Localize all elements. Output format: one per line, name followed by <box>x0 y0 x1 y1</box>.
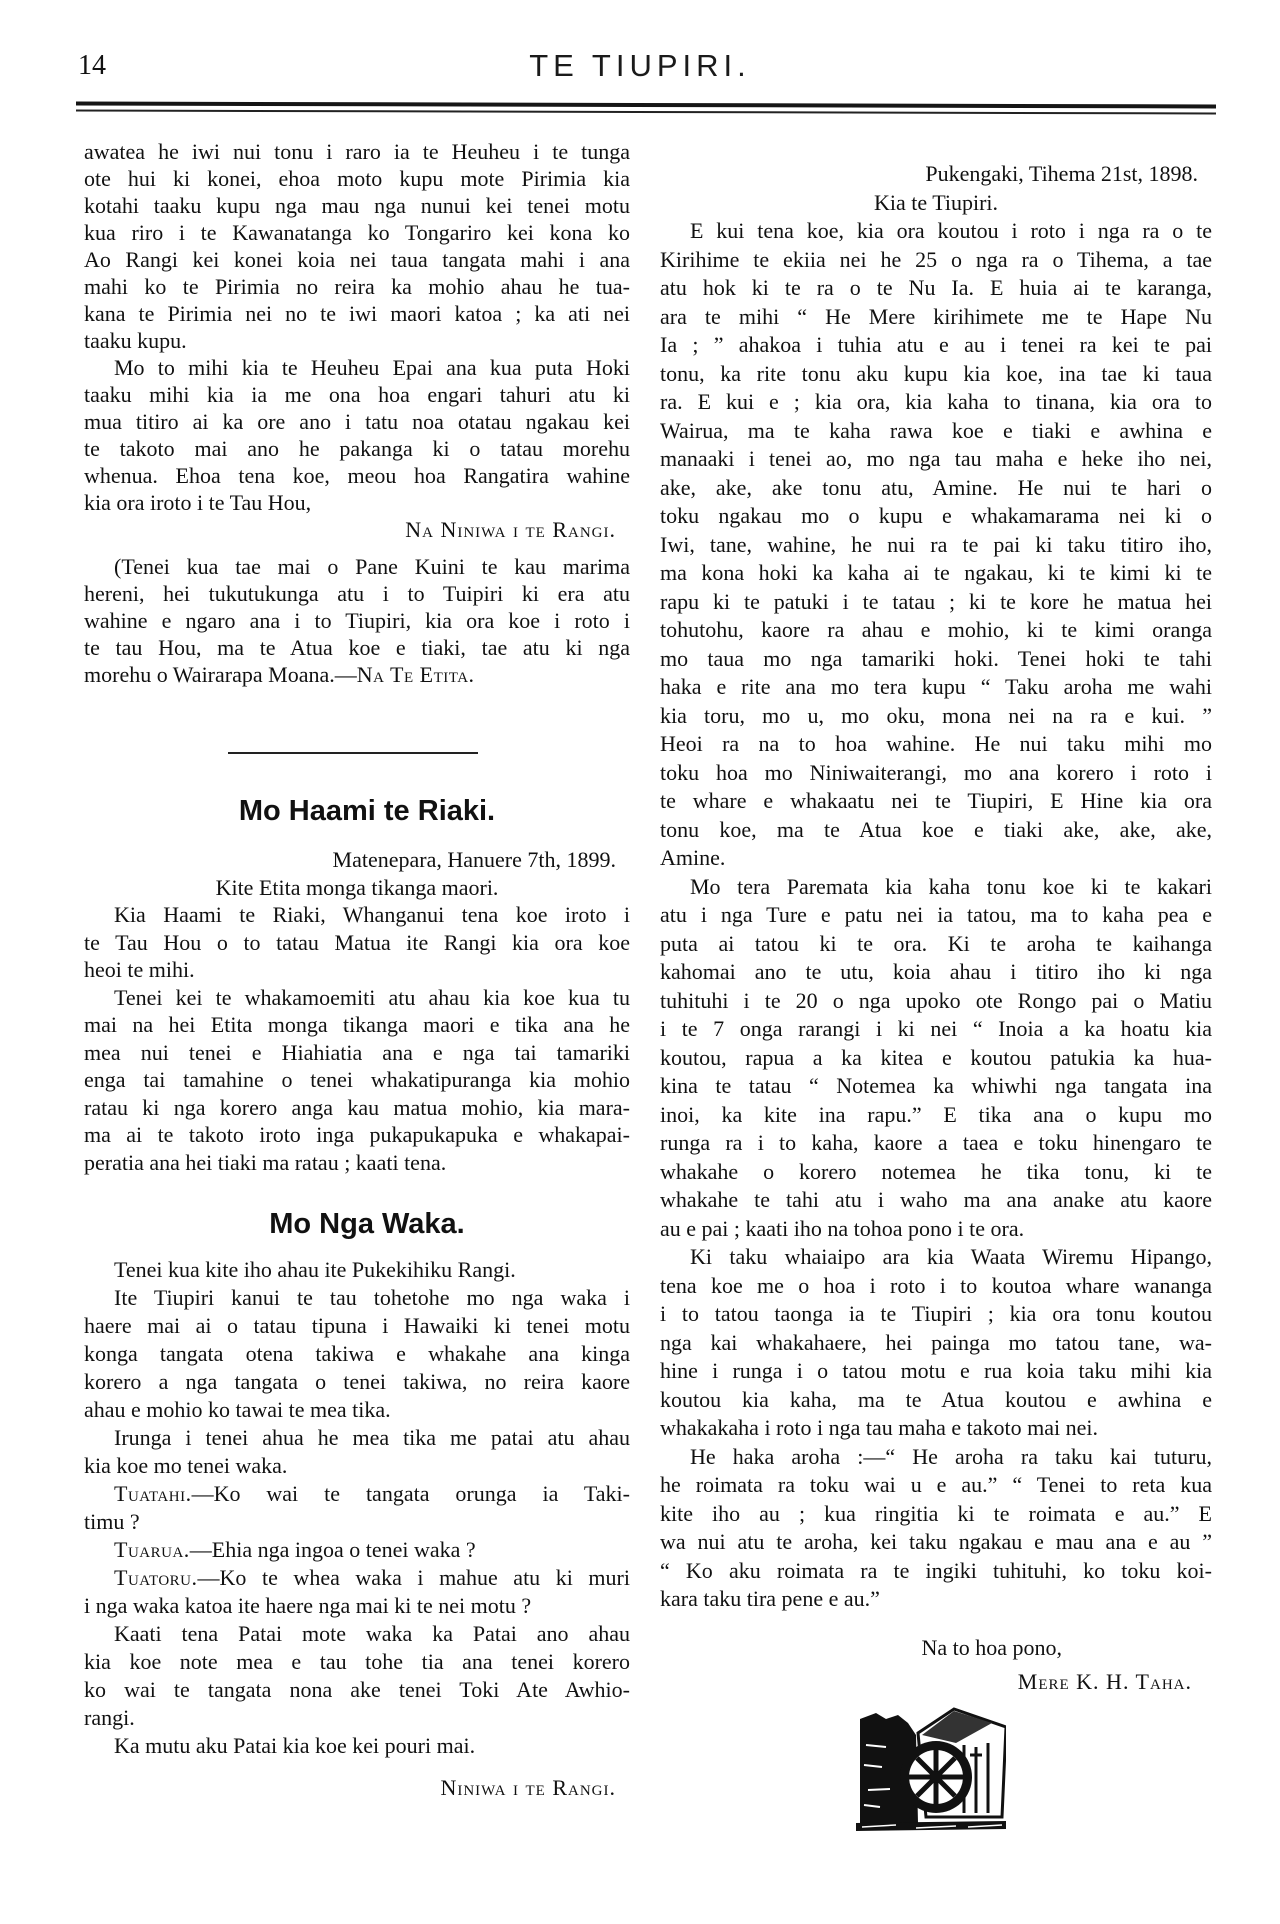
text-line: te takoto mai ano he pakanga ki o tatau morehu <box>84 436 630 461</box>
paragraph <box>84 354 630 516</box>
signature: Mere K. H. Taha. <box>1017 1669 1192 1694</box>
signature: Na Niniwa i te Rangi. <box>405 517 616 542</box>
text-line: manaaki i tenei ao, mo nga tau maha e heke iho nei, <box>660 446 1212 471</box>
text-line: runga ra i to kaha, kaore a taea e toku hinengaro te <box>660 1130 1212 1155</box>
text-line: Kirihime te ekiia nei he 25 o nga ra o Tihema, a tae <box>660 246 1212 272</box>
paragraph <box>84 1536 630 1564</box>
text-span: —Ko te whea waka i mahue atu ki muri <box>197 1565 630 1590</box>
text-line: ratau ki nga korero anga kau matua mohio, kia mara- <box>84 1094 630 1120</box>
text-line: hine i runga i o tatou motu e rua koia taku mihi kia <box>660 1358 1212 1383</box>
small-caps-label: Tuatahi. <box>114 1481 192 1506</box>
text-line: He haka aroha :—“ He aroha ra taku kai tuturu, <box>690 1443 1212 1469</box>
text-line: kite iho au ; kua ringitia ki te roimata e au.” E <box>660 1500 1212 1526</box>
text-line: atu i nga Ture e patu nei ia tatou, ma to kaha pea e <box>660 902 1212 927</box>
text-line: mo taua mo nga tamariki hoki. Tenei hoki te tahi <box>660 645 1212 671</box>
text-line: tohutohu, kaore ra ahau e mohio, ki te kimi oranga <box>660 617 1212 642</box>
text-line: toku hoa mo Niniwaiterangi, mo ana korero i roto i <box>660 759 1212 785</box>
small-caps-label: Tuarua. <box>114 1537 190 1562</box>
text-line: rangi. <box>84 1705 135 1730</box>
text-line: E kui tena koe, kia ora koutou i roto i nga ra o te <box>690 218 1212 243</box>
text-line: whenua. Ehoa tena koe, meou hoa Rangatira wahine <box>84 463 630 488</box>
dateline: Pukengaki, Tihema 21st, 1898. <box>925 161 1198 186</box>
text-line: heoi te mihi. <box>84 957 195 982</box>
text-line: au e pai ; kaati iho na tohoa pono i te ora. <box>660 1215 1025 1241</box>
text-line: mua titiro ai ka ore ano i tatu noa otatau ngakau kei <box>84 409 630 434</box>
text-line: rapu ki te patuki i te tatau ; ki te kore he matua hei <box>660 588 1212 614</box>
text-line: puta ai tatou ki te ora. Ki te aroha te kaihanga <box>660 930 1212 956</box>
heading-mo-haami-te-riaki: Mo Haami te Riaki. <box>238 795 496 827</box>
text-line: wahine e ngaro ana i to Tiupiri, kia ora koe i roto i <box>84 608 630 633</box>
paragraph <box>84 1480 630 1536</box>
section-divider-rule <box>228 752 478 754</box>
text-line: whakahe o korero notemea he tika tonu, ki te <box>660 1158 1212 1184</box>
text-line: konga tangata otena takiwa e whakahe ana kinga <box>84 1341 630 1366</box>
text-line: “ Ko aku roimata ra te ingiki tuhituhi, ko toku koi- <box>660 1557 1212 1583</box>
paragraph <box>84 1732 630 1760</box>
text-line: mahi ko te Pirimia no reira ka mohio ahau he tua- <box>84 274 630 299</box>
text-line <box>84 1480 630 1508</box>
text-line: Ki taku whaiaipo ara kia Waata Wiremu Hipango, <box>690 1244 1212 1269</box>
text-line: tena koe me o hoa i roto i to koutoa whare wananga <box>660 1272 1212 1298</box>
text-line: kara taku tira pene e au.” <box>660 1586 880 1611</box>
text-line: peratia ana hei tiaki ma ratau ; kaati tena. <box>84 1149 447 1175</box>
text-line: ake, ake, ake tonu atu, Amine. He nui te hari o <box>660 474 1212 500</box>
text-line <box>84 661 630 688</box>
dateline: Matenepara, Hanuere 7th, 1899. <box>332 847 616 872</box>
text-line: he roimata ra toku wai u e au.” “ Tenei to reta kua <box>660 1472 1212 1497</box>
left-column-letter-niniwa <box>84 138 630 688</box>
text-line: taaku kupu. <box>84 328 187 353</box>
text-line: (Tenei kua tae mai o Pane Kuini te kau marima <box>114 554 630 579</box>
text-line: Iwi, tane, wahine, he nui ra te pai ki taku titiro iho, <box>660 531 1212 557</box>
text-line: Ia ; ” ahakoa i tuhia atu e au i tenei ra kei te pai <box>660 332 1212 357</box>
text-line: mea nui tenei e Hiahiatia ana e nga tai tamariki <box>84 1039 630 1065</box>
header-rule-thick <box>76 102 1216 109</box>
text-line: kia ora iroto i te Tau Hou, <box>84 490 312 515</box>
text-line: ote hui ki konei, ehoa moto kupu mote Pirimia kia <box>84 166 630 191</box>
text-line: kana te Pirimia nei no te iwi maori katoa ; ka ati nei <box>84 301 630 326</box>
text-span: —Ko wai te tangata orunga ia Taki- <box>191 1481 630 1506</box>
text-span: morehu o Wairarapa Moana.— <box>84 662 357 687</box>
text-line: ma kona hoki ka kaha ai te ngakau, ki te kimi ki te <box>660 560 1212 585</box>
text-line: inoi, ka kite ina rapu.” E tika ana o kupu mo <box>660 1101 1212 1127</box>
text-line <box>84 1564 630 1592</box>
text-line: haka e rite ana mo tera kupu “ Taku aroha me wahi <box>660 674 1212 699</box>
paragraph <box>84 1424 630 1480</box>
text-span: —Ehia nga ingoa o tenei waka ? <box>189 1537 476 1562</box>
text-line: ra. E kui e ; kia ora, kia kaha to tinana, kia ora to <box>660 389 1212 414</box>
text-line: Ao Rangi kei konei koia nei taua tangata mahi i ana <box>84 247 630 272</box>
paragraph <box>84 1564 630 1620</box>
text-line: kia koe mo tenei waka. <box>84 1453 288 1478</box>
text-line: wa nui atu te aroha, kei taku ngakau e mau ana e au ” <box>660 1529 1212 1554</box>
waterwheel-mill-illustration <box>856 1705 1006 1835</box>
text-line: Kaati tena Patai mote waka ka Patai ano ahau <box>114 1621 630 1646</box>
text-line: Wairua, ma te kaha rawa koe e tiaki e awhina e <box>660 417 1212 443</box>
text-line: Mo to mihi kia te Heuheu Epai ana kua puta Hoki <box>114 355 630 380</box>
paragraph <box>660 1243 1212 1443</box>
text-line: i nga waka katoa ite haere nga mai ki te nei motu ? <box>84 1593 532 1618</box>
paragraph <box>84 553 630 688</box>
paragraph <box>84 984 630 1177</box>
left-column-letter-haami <box>84 846 630 1176</box>
text-line: atu hok ki te ra o te Nu Ia. E huia ai te karanga, <box>660 275 1212 300</box>
text-line: enga tai tamahine o tenei whakatipuranga kia mohio <box>84 1067 630 1092</box>
text-line: ara te mihi “ He Mere kirihimete me te Hape Nu <box>660 303 1212 329</box>
closing-line: Na to hoa pono, <box>921 1634 1062 1660</box>
text-line: hereni, hei tukutukunga atu i to Tuipiri ki era atu <box>84 581 630 606</box>
text-line: Heoi ra na to hoa wahine. He nui taku mihi mo <box>660 731 1212 756</box>
small-caps-label: Na Te Etita. <box>356 662 475 687</box>
signature: Niniwa i te Rangi. <box>440 1775 616 1800</box>
text-line: Ite Tiupiri kanui te tau tohetohe mo nga waka i <box>114 1285 630 1310</box>
text-line <box>84 1536 630 1564</box>
text-line: kua riro i te Kawanatanga ko Tongariro kei kona ko <box>84 220 630 245</box>
text-line: toku ngakau mo o kupu e whakamarama nei ki o <box>660 503 1212 528</box>
page-number: 14 <box>78 50 106 81</box>
text-line: te tau Hou, ma te Atua koe e tiaki, tae atu ki nga <box>84 635 630 660</box>
text-line: kahomai ano te utu, koia ahau i titiro iho ki nga <box>660 959 1212 984</box>
newspaper-title: TE TIUPIRI. <box>529 48 751 83</box>
text-line: taaku mihi kia ia me ona hoa engari tahuri atu ki <box>84 382 630 407</box>
text-line: i to tatou taonga ia te Tiupiri ; kia ora tonu koutou <box>660 1301 1212 1326</box>
text-line: Kia Haami te Riaki, Whanganui tena koe iroto i <box>114 902 630 927</box>
left-column-letter-waka <box>84 1256 630 1802</box>
text-line: ma ai te takoto iroto inga pukapukapuka e whakapai- <box>84 1122 630 1147</box>
text-line: Ka mutu aku Patai kia koe kei pouri mai. <box>114 1733 476 1758</box>
text-line: koutou, rapua a ka kitea e koutou patukia ka hua- <box>660 1044 1212 1070</box>
text-line: tuhituhi i te 20 o nga upoko ote Rongo pai o Matiu <box>660 987 1212 1013</box>
text-line: kia koe note mea e tau tohe tia ana tenei korero <box>84 1649 630 1674</box>
salutation: Kite Etita monga tikanga maori. <box>215 874 499 900</box>
text-line: kina te tatau “ Notemea ka whiwhi nga tangata ina <box>660 1073 1212 1098</box>
text-line: timu ? <box>84 1509 140 1534</box>
salutation: Kia te Tiupiri. <box>873 189 999 215</box>
text-line: mai na hei Etita monga tikanga maori e tika ana he <box>84 1012 630 1037</box>
paragraph <box>660 873 1212 1244</box>
text-line: Tenei kua kite iho ahau ite Pukekihiku Rangi. <box>114 1257 516 1282</box>
paragraph <box>84 1256 630 1284</box>
text-line: haere mai ai o tatau tipuna i Hawaiki ki tenei motu <box>84 1313 630 1338</box>
text-line: awatea he iwi nui tonu i raro ia te Heuheu i te tunga <box>84 139 630 164</box>
text-line: Irunga i tenei ahua he mea tika me patai atu ahau <box>114 1425 630 1450</box>
text-line: ko wai te tangata nona ake tenei Toki Ate Awhio- <box>84 1677 630 1702</box>
text-line: whakakaha i roto i nga tau maha e takoto mai nei. <box>660 1415 1099 1440</box>
text-line: kia toru, mo u, mo oku, mona nei na ra e kui. ” <box>660 702 1212 728</box>
paragraph <box>84 901 630 984</box>
paragraph <box>84 138 630 354</box>
text-line: te whare e whakaatu nei te Tiupiri, E Hine kia ora <box>660 788 1212 813</box>
text-line: tonu, ka rite tonu aku kupu kia koe, ina tae ki taua <box>660 360 1212 386</box>
text-line: tonu koe, ma te Atua koe e tiaki ake, ake, ake, <box>660 816 1212 842</box>
text-line: te Tau Hou o to tatau Matua ite Rangi kia ora koe <box>84 929 630 955</box>
text-line: Tenei kei te whakamoemiti atu ahau kia koe kua tu <box>114 984 630 1010</box>
text-line: nga kai whakahaere, hei painga mo tatou tane, wa- <box>660 1329 1212 1355</box>
text-line: Mo tera Paremata kia kaha tonu koe ki te kakari <box>690 873 1212 899</box>
paragraph <box>660 217 1212 873</box>
text-line: ahau e mohio ko tawai te mea tika. <box>84 1397 391 1422</box>
text-line: whakahe te tahi atu i waho ma ana anake atu kaore <box>660 1187 1212 1212</box>
text-line: i te 7 onga rarangi i ki nei “ Inoia a ka hoatu kia <box>660 1016 1212 1041</box>
paragraph <box>84 1620 630 1732</box>
paragraph <box>84 1284 630 1424</box>
header-rule-thin <box>76 110 1216 115</box>
heading-mo-nga-waka: Mo Nga Waka. <box>269 1208 465 1240</box>
paragraph <box>660 1443 1212 1614</box>
text-line: korero a nga tangata o tenei takiwa, no reira kaore <box>84 1369 630 1394</box>
text-line: koutou kia kaha, ma te Atua koutou e awhina e <box>660 1386 1212 1412</box>
right-column-letter-mere <box>660 160 1212 1697</box>
text-line: kotahi taaku kupu nga mau nga nunui kei tenei motu <box>84 193 630 218</box>
small-caps-label: Tuatoru. <box>114 1565 198 1590</box>
text-line: Amine. <box>660 845 726 870</box>
